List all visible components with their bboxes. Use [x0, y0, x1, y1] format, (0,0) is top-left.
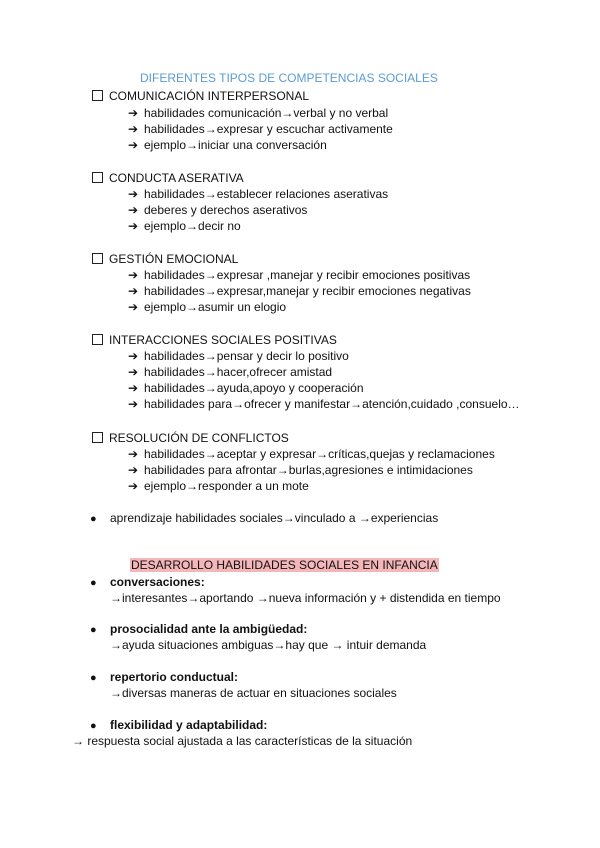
list-item [128, 105, 388, 121]
list-item [128, 186, 388, 202]
list-item-text: habilidades→ayuda,apoyo y cooperación [144, 381, 364, 395]
list-item [128, 267, 470, 283]
page-title: DIFERENTES TIPOS DE COMPETENCIAS SOCIALES [140, 71, 438, 85]
arrow-right-icon: ➔ [128, 300, 139, 314]
point-label-text: repertorio conductual: [110, 670, 239, 684]
arrow-right-icon: ➔ [128, 284, 139, 298]
point-label [90, 717, 267, 734]
arrow-right-icon: ➔ [128, 219, 139, 233]
list-item-text: habilidades→pensar y decir lo positivo [144, 349, 349, 363]
point-detail: →ayuda situaciones ambiguas→hay que → intuir demanda [110, 638, 427, 652]
arrow-right-icon: ➔ [128, 463, 139, 477]
list-item [128, 299, 286, 315]
point-label [90, 621, 307, 638]
section-heading-text: COMUNICACIÓN INTERPERSONAL [109, 89, 310, 103]
arrow-right-icon: ➔ [128, 268, 139, 282]
list-item-text: habilidades para afrontar→burlas,agresiones e intimidaciones [144, 463, 473, 477]
section-heading [92, 88, 309, 104]
arrow-right-icon: ➔ [128, 203, 139, 217]
bullet-icon: ● [90, 720, 97, 732]
list-item [128, 478, 309, 494]
point-label [90, 574, 205, 591]
arrow-right-icon: ➔ [128, 397, 139, 411]
point-detail: →interesantes→aportando →nueva información y + distendida en tiempo [110, 591, 501, 605]
section-heading [92, 251, 238, 267]
bullet-icon: ● [90, 672, 97, 684]
arrow-right-icon: ➔ [128, 365, 139, 379]
section-heading-text: RESOLUCIÓN DE CONFLICTOS [109, 431, 289, 445]
list-item-text: habilidades→establecer relaciones aserativas [144, 187, 389, 201]
section-heading [92, 332, 337, 348]
section-title-text: DESARROLLO HABILIDADES SOCIALES EN INFANCIA [131, 558, 438, 572]
list-item [128, 462, 473, 478]
bullet-icon: ● [90, 624, 97, 636]
arrow-right-icon: ➔ [128, 479, 139, 493]
arrow-right-icon: ➔ [128, 122, 139, 136]
list-item-text: habilidades→expresar ,manejar y recibir emociones positivas [144, 268, 471, 282]
checkbox-icon [92, 90, 103, 101]
arrow-right-icon: ➔ [128, 447, 139, 461]
bullet-icon: ● [90, 513, 97, 525]
list-item-text: ejemplo→iniciar una conversación [144, 138, 327, 152]
list-item-text: habilidades→expresar,manejar y recibir emociones negativas [144, 284, 471, 298]
list-item-text: habilidades→aceptar y expresar→críticas,quejas y reclamaciones [144, 447, 495, 461]
section-heading-text: GESTIÓN EMOCIONAL [109, 252, 239, 266]
arrow-right-icon: ➔ [128, 138, 139, 152]
arrow-right-icon: ➔ [128, 349, 139, 363]
point-detail: →diversas maneras de actuar en situaciones sociales [110, 686, 397, 700]
section-heading-text: CONDUCTA ASERATIVA [109, 171, 244, 185]
point-label-text: flexibilidad y adaptabilidad: [110, 718, 268, 732]
list-item [128, 202, 307, 218]
point-label-text: prosocialidad ante la ambigüedad: [110, 622, 308, 636]
checkbox-icon [92, 253, 103, 264]
point-detail: → respuesta social ajustada a las características de la situación [72, 734, 413, 748]
point-label-text: conversaciones: [110, 575, 205, 589]
arrow-right-icon: ➔ [128, 106, 139, 120]
checkbox-icon [92, 432, 103, 443]
point-label [90, 669, 238, 686]
list-item-text: habilidades→hacer,ofrecer amistad [144, 365, 333, 379]
list-item [128, 446, 495, 462]
list-item-text: habilidades comunicación→verbal y no verbal [144, 106, 389, 120]
list-item-text: deberes y derechos aserativos [144, 203, 308, 217]
section-heading [92, 430, 289, 446]
list-item [128, 348, 349, 364]
list-item [128, 396, 520, 412]
arrow-right-icon: ➔ [128, 381, 139, 395]
list-item-text: habilidades para→ofrecer y manifestar→atención,cuidado ,consuelo… [144, 397, 520, 411]
bullet-icon: ● [90, 577, 97, 589]
list-item [128, 218, 241, 234]
list-item-text: habilidades→expresar y escuchar activamente [144, 122, 393, 136]
bullet-item-text: aprendizaje habilidades sociales→vinculado a →experiencias [110, 511, 439, 525]
list-item [128, 137, 327, 153]
list-item-text: ejemplo→responder a un mote [144, 479, 309, 493]
section-heading-text: INTERACCIONES SOCIALES POSITIVAS [109, 333, 337, 347]
list-item [128, 121, 393, 137]
list-item [128, 380, 364, 396]
list-item-text: ejemplo→asumir un elogio [144, 300, 287, 314]
checkbox-icon [92, 172, 103, 183]
checkbox-icon [92, 334, 103, 345]
list-item-text: ejemplo→decir no [144, 219, 241, 233]
section-heading [92, 170, 244, 186]
list-item [128, 283, 471, 299]
arrow-right-icon: ➔ [128, 187, 139, 201]
list-item [128, 364, 332, 380]
bullet-item [90, 510, 438, 527]
section-title [130, 557, 439, 573]
